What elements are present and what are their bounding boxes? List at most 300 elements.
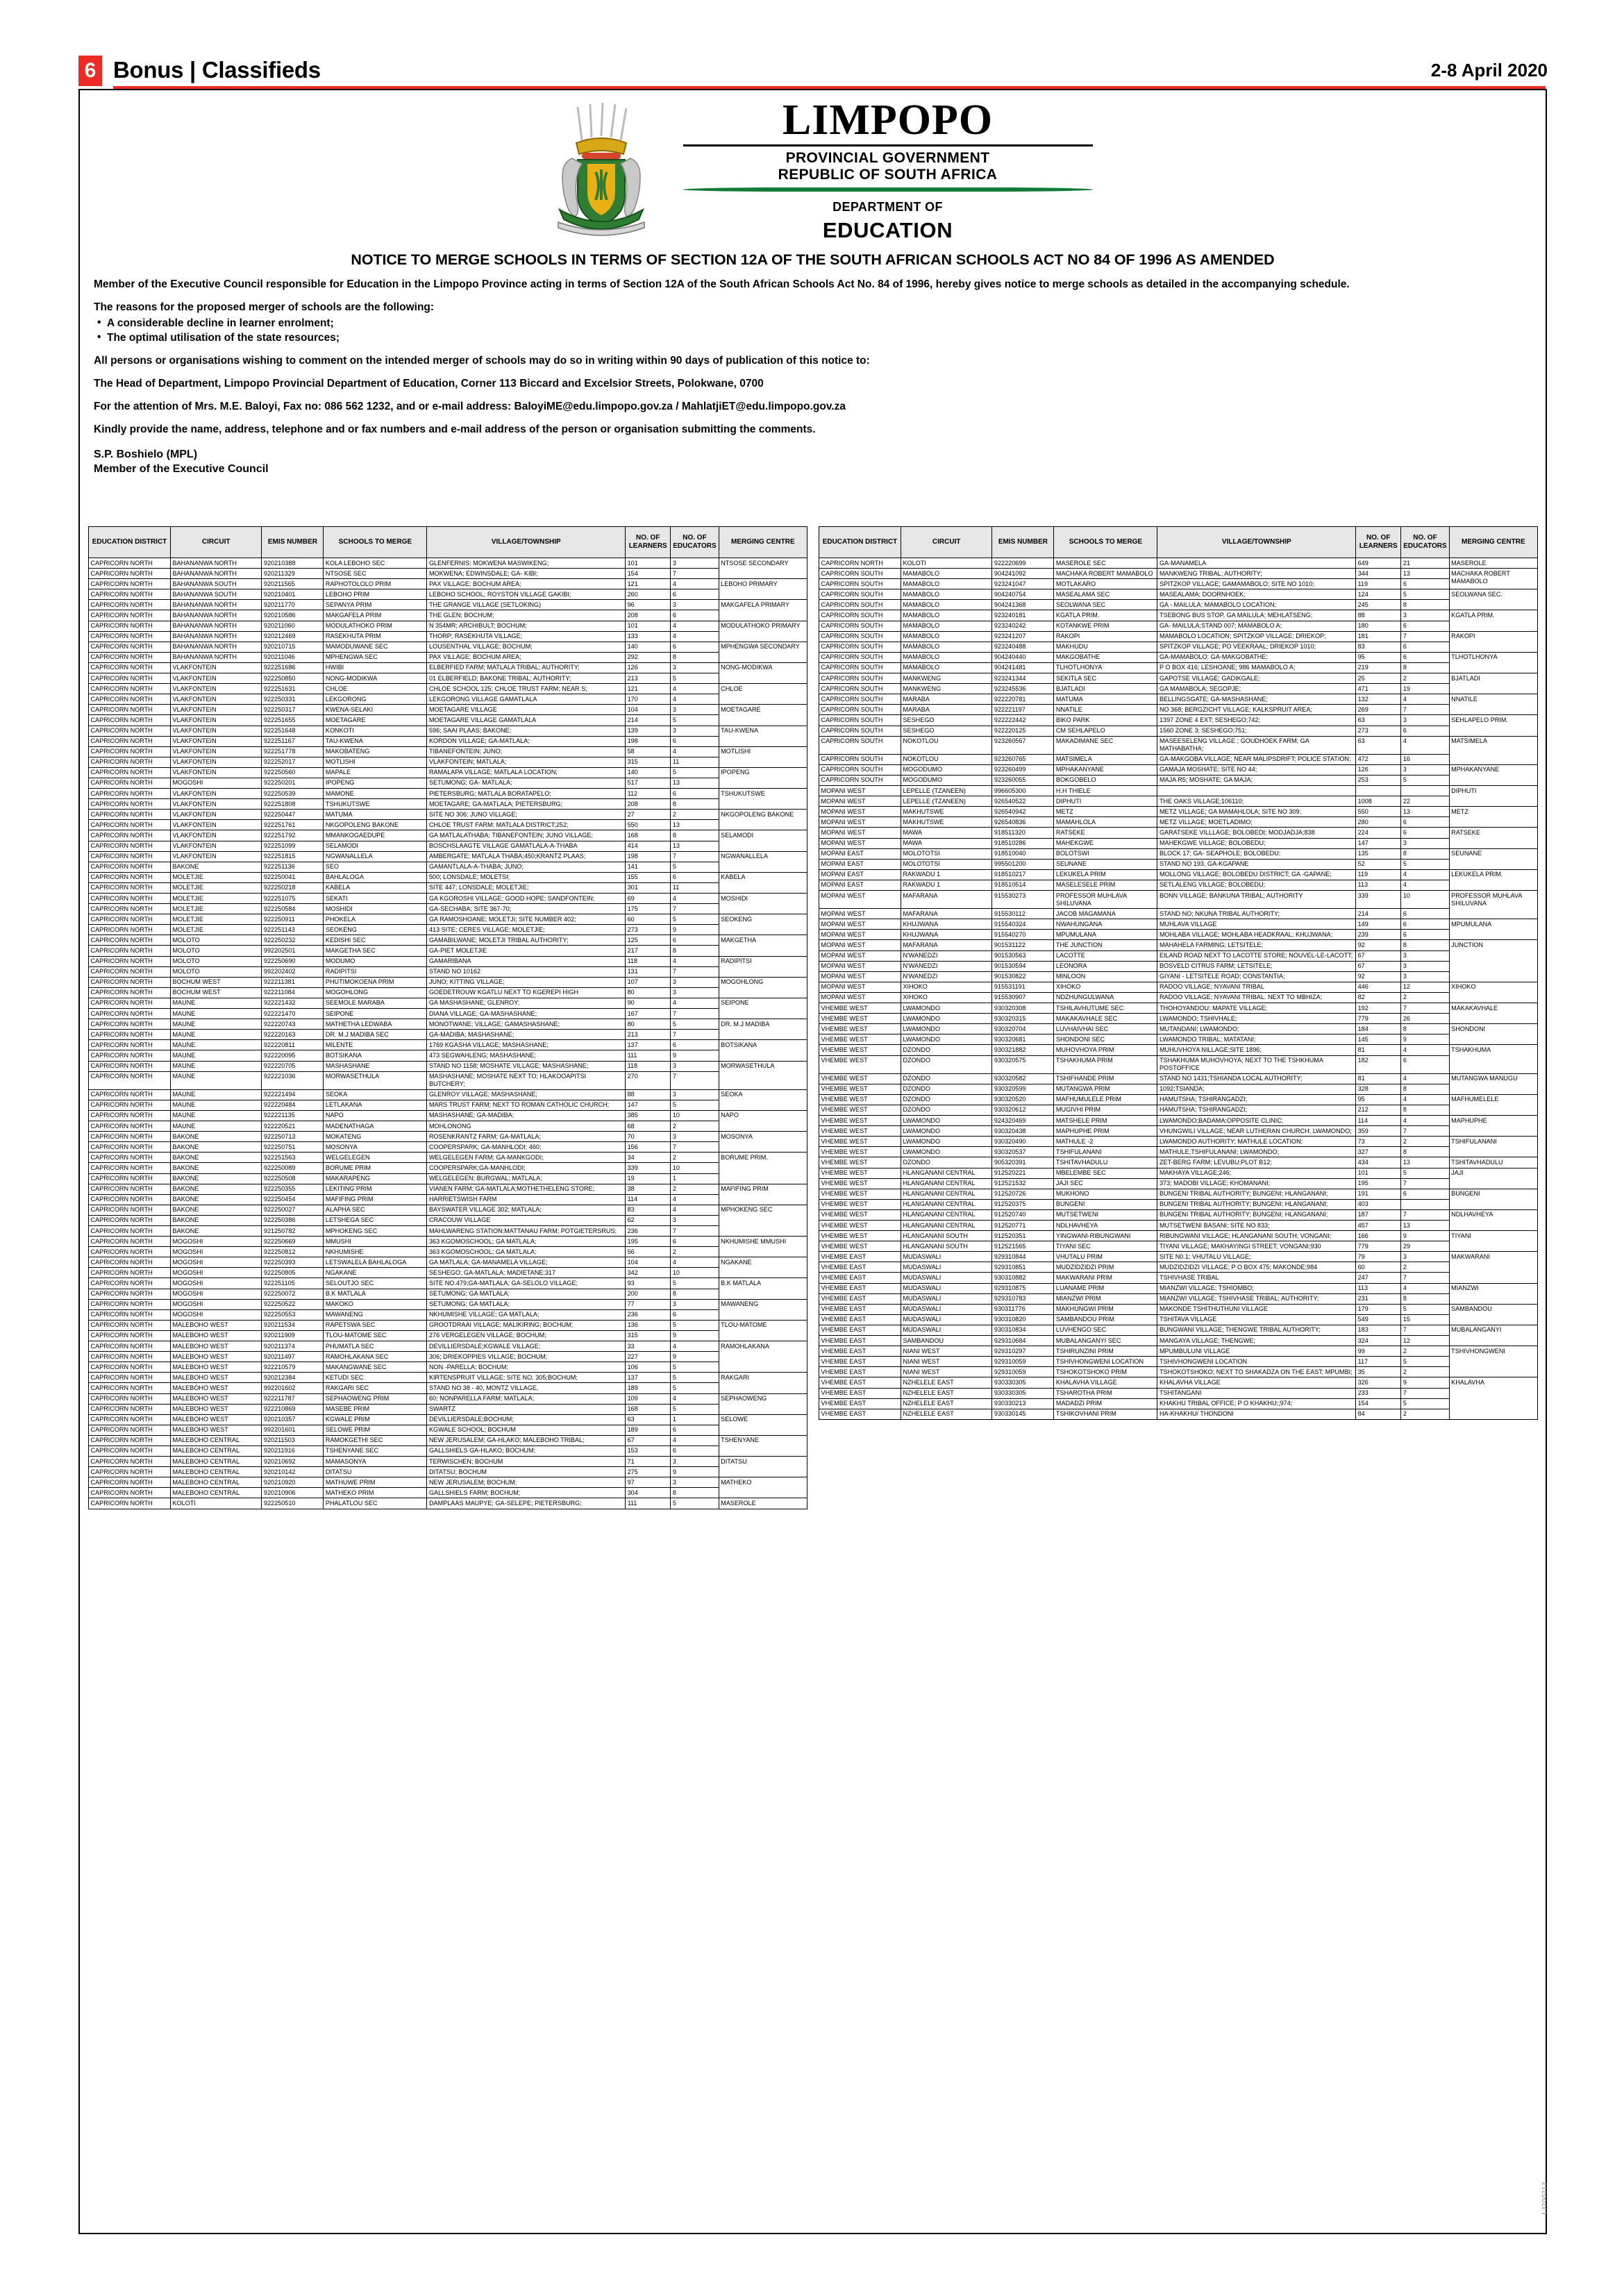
cell-4: SITE 447; LONSDALE; MOLETJIE; [427, 882, 626, 893]
cell-6: 4 [671, 579, 719, 589]
table-row [89, 882, 807, 893]
cell-1: XIHOKO [901, 992, 991, 1003]
cell-6: 9 [671, 1467, 719, 1477]
cell-5: 80 [626, 1019, 671, 1030]
cell-1: LWAMONDO [901, 1147, 991, 1157]
cell-2: 922220781 [992, 694, 1054, 705]
merging-centre-cell: TIYANI [1449, 1231, 1537, 1252]
table-row [89, 1299, 807, 1309]
cell-5: 342 [626, 1268, 671, 1278]
cell-4: GAMANTLALA-A-THABA; JUNO; [427, 862, 626, 872]
cell-4: RIBUNGWANI VILLAGE; HLANGANANI SOUTH; VONGANI; [1157, 1231, 1356, 1241]
cell-0: CAPRICORN SOUTH [819, 642, 901, 652]
cell-6: 9 [671, 925, 719, 935]
cell-4: MOETAGARE VILLAGE [427, 705, 626, 715]
table-row [89, 1435, 807, 1446]
cell-1: BAHANANWA NORTH [170, 610, 261, 621]
cell-3: BIKO PARK [1054, 715, 1157, 726]
cell-5: 472 [1356, 754, 1401, 764]
cell-0: CAPRICORN NORTH [89, 862, 171, 872]
cell-0: CAPRICORN NORTH [89, 1040, 171, 1050]
cell-4: LOUSENTHAL VILLAGE; BOCHUM; [427, 642, 626, 652]
cell-1: N'WANEDZI [901, 961, 991, 971]
cell-1: LWAMONDO [901, 1126, 991, 1137]
cell-4: WELGELEGEN; BURGWAL; MATLALA; [427, 1173, 626, 1184]
cell-2: 922221036 [262, 1071, 324, 1089]
cell-5: 139 [626, 726, 671, 736]
table-row [819, 971, 1538, 982]
cell-5: 63 [1356, 736, 1401, 754]
table-row [89, 862, 807, 872]
cell-4: 01 ELBERFIELD; BAKONE TRIBAL; AUTHORITY; [427, 673, 626, 684]
cell-2: 912520351 [992, 1231, 1054, 1241]
cell-0: CAPRICORN NORTH [89, 904, 171, 914]
cell-5: 126 [626, 662, 671, 673]
column-header-3: SCHOOLS TO MERGE [1054, 527, 1157, 558]
cell-2: 992202402 [262, 966, 324, 977]
cell-6: 2 [671, 810, 719, 820]
cell-6: 4 [671, 694, 719, 705]
cell-1: NOKOTLOU [901, 736, 991, 754]
table-row [89, 1320, 807, 1330]
cell-5: 33 [626, 1341, 671, 1352]
cell-5: 56 [626, 1247, 671, 1257]
cell-4: DITATSU; BOCHUM [427, 1467, 626, 1477]
table-row [89, 1289, 807, 1299]
cell-0: CAPRICORN NORTH [89, 767, 171, 778]
cell-1: MUDASWALI [901, 1304, 991, 1314]
cell-6: 6 [671, 589, 719, 600]
cell-1: MOGODUMO [901, 775, 991, 785]
cell-2: 922250072 [262, 1289, 324, 1299]
cell-4: SETUMONG; GA MATLALA; [427, 1289, 626, 1299]
cell-2: 920211060 [262, 621, 324, 631]
cell-0: CAPRICORN SOUTH [819, 631, 901, 642]
cell-5: 81 [1356, 1045, 1401, 1055]
cell-5: 38 [626, 1184, 671, 1194]
cell-6: 4 [1401, 1283, 1449, 1293]
cell-6: 6 [1401, 1055, 1449, 1073]
cell-4: CHLOE TRUST FARM; MATLALA DISTRICT;252; [427, 820, 626, 830]
cell-3: TLOU-MATOME SEC [324, 1330, 427, 1341]
cell-3: THE JUNCTION [1054, 940, 1157, 950]
table-row [89, 1237, 807, 1247]
cell-5: 214 [1356, 909, 1401, 919]
merging-centre-cell: MORWASETHULA [719, 1061, 807, 1089]
cell-1: MOGOSHI [170, 778, 261, 788]
cell-1: RAKWADU 1 [901, 880, 991, 890]
cell-4: LWAMONDO AUTHORITY; MATHULE LOCATION; [1157, 1137, 1356, 1147]
table-row [819, 1034, 1538, 1045]
cell-6: 7 [1401, 1273, 1449, 1283]
cell-0: CAPRICORN SOUTH [819, 754, 901, 764]
cell-4: 373; MADOBI VILLAGE; KHOMANANI; [1157, 1178, 1356, 1189]
notice-body [94, 251, 1532, 476]
cell-3: BOLOTSWI [1054, 848, 1157, 859]
cell-6: 3 [671, 987, 719, 998]
signature-title: Member of the Executive Council [94, 462, 269, 475]
cell-3: MODULATHOKO PRIM [324, 621, 427, 631]
cell-3: MAMONE [324, 789, 427, 799]
merging-centre-cell: XIHOKO [1449, 982, 1537, 1003]
table-row [89, 631, 807, 642]
cell-2: 922250508 [262, 1173, 324, 1184]
cell-2: 922211381 [262, 977, 324, 987]
cell-5: 167 [626, 1009, 671, 1019]
table-row [89, 1019, 807, 1030]
cell-4: TSHIVHASE TRIBAL [1157, 1273, 1356, 1283]
table-row [819, 1221, 1538, 1231]
table-row [819, 662, 1538, 673]
cell-1: DZONDO [901, 1055, 991, 1073]
cell-1: BAHANANWA NORTH [170, 642, 261, 652]
cell-4: 473 SEGWAHLENG; MASHASHANE; [427, 1050, 626, 1061]
cell-2: 922220484 [262, 1100, 324, 1110]
cell-1: VLAKFONTEIN [170, 841, 261, 851]
cell-3: BOTSIKANA [324, 1050, 427, 1061]
merging-centre-cell: NKHUMISHE MMUSHI [719, 1237, 807, 1257]
cell-5: 104 [626, 705, 671, 715]
cell-5: 359 [1356, 1126, 1401, 1137]
cell-0: CAPRICORN NORTH [89, 1257, 171, 1268]
cell-0: VHEMBE WEST [819, 1055, 901, 1073]
table-row [819, 1157, 1538, 1168]
cell-0: CAPRICORN SOUTH [819, 673, 901, 684]
cell-4: MOHLABA VILLAGE; MOHLABA HEADKRAAL; KHUJWANA; [1157, 930, 1356, 940]
cell-0: CAPRICORN NORTH [89, 1404, 171, 1414]
cell-5: 212 [1356, 1105, 1401, 1115]
cell-5: 97 [626, 1477, 671, 1488]
cell-5: 195 [1356, 1178, 1401, 1189]
cell-2: 922251075 [262, 894, 324, 904]
merging-centre-cell: SEOKA [719, 1089, 807, 1110]
cell-5: 90 [626, 998, 671, 1008]
cell-0: CAPRICORN NORTH [89, 1132, 171, 1142]
cell-6: 6 [1401, 817, 1449, 828]
cell-2: 923241344 [992, 673, 1054, 684]
cell-2: 922220521 [262, 1121, 324, 1132]
table-row [819, 1304, 1538, 1314]
cell-4: 1092;TSIANDA; [1157, 1084, 1356, 1094]
cell-0: CAPRICORN SOUTH [819, 775, 901, 785]
cell-2: 920210388 [262, 558, 324, 569]
cell-1: MUDASWALI [901, 1314, 991, 1325]
merging-centre-cell: NGAKANE [719, 1257, 807, 1278]
table-row [89, 1373, 807, 1383]
cell-4: HAMUTSHA; TSHIRANGADZI; [1157, 1105, 1356, 1115]
table-row [819, 1116, 1538, 1126]
cell-2: 920211497 [262, 1352, 324, 1362]
table-row [819, 610, 1538, 621]
merging-centre-cell: MAKGAFELA PRIMARY [719, 600, 807, 621]
cell-1: MAUNE [170, 1040, 261, 1050]
table-row [819, 1398, 1538, 1409]
cell-3: PHUTIMOKOENA PRIM [324, 977, 427, 987]
cell-6: 8 [1401, 848, 1449, 859]
cell-3: KGWALE PRIM [324, 1414, 427, 1425]
cell-6: 2 [1401, 1367, 1449, 1377]
cell-4: GA KGOROSHI VILLAGE; GOOD HOPE; SANDFONTEIN; [427, 894, 626, 904]
cell-3: MATHULE -2 [1054, 1137, 1157, 1147]
cell-5: 219 [1356, 662, 1401, 673]
cell-5: 147 [1356, 838, 1401, 848]
cell-5: 153 [626, 1446, 671, 1456]
cell-1: BAHANANWA SOUTH [170, 579, 261, 589]
cell-3: MOSHIDI [324, 904, 427, 914]
merging-centre-cell: CHLOE [719, 684, 807, 705]
cell-1: NZHELELE EAST [901, 1398, 991, 1409]
table-row [819, 1283, 1538, 1293]
cell-5: 280 [1356, 817, 1401, 828]
cell-6: 2 [1401, 673, 1449, 684]
cell-1: VLAKFONTEIN [170, 799, 261, 810]
cell-0: CAPRICORN NORTH [89, 987, 171, 998]
cell-0: CAPRICORN NORTH [89, 673, 171, 684]
cell-1: MAKHUTSWE [901, 817, 991, 828]
cell-1: MUDASWALI [901, 1262, 991, 1273]
cell-0: CAPRICORN NORTH [89, 726, 171, 736]
table-row [89, 715, 807, 726]
cell-5: 273 [626, 925, 671, 935]
cell-0: CAPRICORN NORTH [89, 642, 171, 652]
merging-centre-cell: TSHIFULANANI [1449, 1137, 1537, 1157]
cell-1: MARABA [901, 705, 991, 715]
cell-0: CAPRICORN NORTH [89, 956, 171, 966]
cell-1: MALEBOHO WEST [170, 1330, 261, 1341]
cell-5: 112 [626, 789, 671, 799]
cell-5: 140 [626, 767, 671, 778]
cell-3: LEONORA [1054, 961, 1157, 971]
column-header-7: MERGING CENTRE [719, 527, 807, 558]
cell-0: MOPANI EAST [819, 880, 901, 890]
merging-centre-cell: RADIPITSI [719, 956, 807, 977]
cell-1: MAUNE [170, 1050, 261, 1061]
cell-3: MUTANGWA PRIM [1054, 1084, 1157, 1094]
cell-3: NGWANALLELA [324, 851, 427, 862]
cell-6: 5 [671, 1362, 719, 1373]
cell-3: MUTSETWENI [1054, 1209, 1157, 1220]
cell-5: 181 [1356, 631, 1401, 642]
cell-1: VLAKFONTEIN [170, 715, 261, 726]
cell-1: HLANGANANI CENTRAL [901, 1189, 991, 1199]
cell-0: VHEMBE EAST [819, 1293, 901, 1304]
cell-6: 3 [1401, 764, 1449, 775]
table-row [89, 998, 807, 1008]
table-row [89, 673, 807, 684]
cell-2: 904241368 [992, 600, 1054, 610]
cell-5: 214 [626, 715, 671, 726]
cell-2: 930330305 [992, 1388, 1054, 1398]
cell-5: 63 [626, 1414, 671, 1425]
cell-6: 1 [671, 1173, 719, 1184]
cell-3: MUKHONO [1054, 1189, 1157, 1199]
schedule-table-right [819, 526, 1538, 1420]
cell-1: MOLOTO [170, 946, 261, 956]
cell-4: BUNGENI TRIBAL AUTHORITY; BUNGENI; HLANGANANI; [1157, 1209, 1356, 1220]
cell-4: TIBANEFONTEIN; JUNO; [427, 746, 626, 757]
merging-centre-cell: KGATLA PRIM. [1449, 610, 1537, 631]
cell-2: 995501200 [992, 859, 1054, 869]
cell-6: 13 [671, 841, 719, 851]
cell-3: MPHENGWA SEC [324, 652, 427, 662]
cell-1: MAMABOLO [901, 600, 991, 610]
table-row [89, 1110, 807, 1121]
cell-6: 3 [1401, 961, 1449, 971]
cell-3: SELAMODI [324, 841, 427, 851]
cell-4: MAHEKGWE VILLAGE; BOLOBEDU; [1157, 838, 1356, 848]
cell-1: MALEBOHO CENTRAL [170, 1446, 261, 1456]
table-row [819, 1073, 1538, 1084]
cell-4: GAMABILWANE; MOLETJI TRIBAL AUTHORITY; [427, 935, 626, 946]
cell-0: CAPRICORN NORTH [89, 1278, 171, 1289]
cell-6: 3 [1401, 838, 1449, 848]
cell-0: MOPANI WEST [819, 940, 901, 950]
merging-centre-cell: MASEROLE [719, 1498, 807, 1509]
cell-0: VHEMBE WEST [819, 1147, 901, 1157]
table-row [819, 1199, 1538, 1209]
merging-centre-cell: MPHOKENG SEC [719, 1205, 807, 1236]
cell-0: VHEMBE WEST [819, 1045, 901, 1055]
cell-1: BOCHUM WEST [170, 977, 261, 987]
cell-3: H.H THIELE [1054, 786, 1157, 796]
cell-0: CAPRICORN NORTH [89, 1205, 171, 1215]
cell-0: VHEMBE EAST [819, 1273, 901, 1283]
cell-3: TSHIVHONGWENI LOCATION [1054, 1357, 1157, 1367]
cell-1: MAUNE [170, 1121, 261, 1132]
cell-2: 921250782 [262, 1226, 324, 1237]
cell-2: 920211046 [262, 652, 324, 662]
cell-0: MOPANI EAST [819, 848, 901, 859]
cell-4: MAHLWARENG STATION;MATTANAU FARM; POTGIETERSRUS; [427, 1226, 626, 1237]
cell-4: SWARTZ [427, 1404, 626, 1414]
cell-2: 923241207 [992, 631, 1054, 642]
cell-4: RADOO VILLAGE; NYAVANI TRIBAL. NEXT TO MBHIZA; [1157, 992, 1356, 1003]
cell-2: 918510040 [992, 848, 1054, 859]
cell-1: MALEBOHO WEST [170, 1425, 261, 1435]
cell-0: CAPRICORN SOUTH [819, 684, 901, 694]
cell-4: MAKHAYA VILLAGE;246; [1157, 1168, 1356, 1178]
cell-6: 4 [671, 1194, 719, 1205]
cell-0: VHEMBE EAST [819, 1283, 901, 1293]
cell-2: 918510514 [992, 880, 1054, 890]
table-row [819, 1252, 1538, 1262]
cell-1: HLANGANANI CENTRAL [901, 1199, 991, 1209]
cell-0: CAPRICORN NORTH [89, 1289, 171, 1299]
cell-1: MALEBOHO WEST [170, 1373, 261, 1383]
cell-4: TERWISCHEN; BOCHUM [427, 1457, 626, 1467]
table-row [89, 799, 807, 810]
merging-centre-cell: BOTSIKANA [719, 1040, 807, 1061]
cell-4: GAMARIBANA [427, 956, 626, 966]
cell-6: 4 [1401, 1045, 1449, 1055]
cell-6: 8 [671, 1289, 719, 1299]
cell-1: MALEBOHO WEST [170, 1352, 261, 1362]
cell-4: WELGELEGEN FARM; GA-MANKGODI; [427, 1153, 626, 1163]
cell-3: MODUMO [324, 956, 427, 966]
table-row [819, 1094, 1538, 1105]
cell-4: ROSENKRANTZ FARM; GA-MATLALA; [427, 1132, 626, 1142]
cell-3: MAKHUNGWI PRIM [1054, 1304, 1157, 1314]
cell-5: 92 [1356, 971, 1401, 982]
cell-3: MAKOKO [324, 1299, 427, 1309]
table-row [89, 767, 807, 778]
cell-1: DZONDO [901, 1073, 991, 1084]
cell-2: 920212384 [262, 1373, 324, 1383]
table-row [89, 1247, 807, 1257]
cell-1: MAMABOLO [901, 589, 991, 600]
cell-5: 649 [1356, 558, 1401, 569]
cell-5: 101 [1356, 1168, 1401, 1178]
cell-4: METZ VILLAGE; MOETLADIMO; [1157, 817, 1356, 828]
cell-4: MUHUVHOYA NILLAGE;SITE 1896; [1157, 1045, 1356, 1055]
table-row [89, 1153, 807, 1163]
cell-1: VLAKFONTEIN [170, 851, 261, 862]
cell-2: 923241047 [992, 579, 1054, 589]
cell-0: VHEMBE EAST [819, 1409, 901, 1419]
cell-3: RAPETSWA SEC [324, 1320, 427, 1330]
cell-6: 7 [671, 1009, 719, 1019]
cell-5: 779 [1356, 1014, 1401, 1024]
cell-2: 929310059 [992, 1357, 1054, 1367]
cell-1: MUDASWALI [901, 1252, 991, 1262]
merging-centre-cell: SAMBANDOU [1449, 1304, 1537, 1325]
cell-2: 922250218 [262, 882, 324, 893]
cell-2: 930320490 [992, 1137, 1054, 1147]
cell-2: 912521532 [992, 1178, 1054, 1189]
cell-0: VHEMBE WEST [819, 1073, 901, 1084]
cell-2: 912520221 [992, 1168, 1054, 1178]
cell-3: MBELEMBE SEC [1054, 1168, 1157, 1178]
cell-2: 996605300 [992, 786, 1054, 796]
table-row [89, 600, 807, 610]
cell-5: 403 [1356, 1199, 1401, 1209]
limpopo-coat-of-arms-icon [532, 100, 671, 236]
cell-1: BAHANANWA SOUTH [170, 589, 261, 600]
cell-2: 920211534 [262, 1320, 324, 1330]
cell-5: 111 [626, 1498, 671, 1509]
cell-3: SAMBANDOU PRIM [1054, 1314, 1157, 1325]
cell-5: 125 [626, 935, 671, 946]
cell-0: CAPRICORN NORTH [89, 662, 171, 673]
cell-3: MAKGAFELA PRIM [324, 610, 427, 621]
cell-1: MUDASWALI [901, 1293, 991, 1304]
cell-2: 920211374 [262, 1341, 324, 1352]
cell-2: 922211084 [262, 987, 324, 998]
cell-0: VHEMBE WEST [819, 1014, 901, 1024]
cell-2: 922250331 [262, 694, 324, 705]
cell-5: 189 [626, 1425, 671, 1435]
cell-6: 7 [671, 1030, 719, 1040]
cell-1: MAMABOLO [901, 621, 991, 631]
cell-2: 930320520 [992, 1094, 1054, 1105]
cell-1: MAFARANA [901, 909, 991, 919]
cell-5: 233 [1356, 1388, 1401, 1398]
cell-1: N'WANEDZI [901, 971, 991, 982]
cell-6: 7 [1401, 1209, 1449, 1220]
cell-2: 929310875 [992, 1283, 1054, 1293]
cell-1: VLAKFONTEIN [170, 694, 261, 705]
cell-5: 19 [626, 1173, 671, 1184]
merging-centre-cell: MPHAKANYANE [1449, 764, 1537, 785]
cell-4: GARATSEKE VILLLAGE; BOLOBEDI; MODJADJA;838 [1157, 828, 1356, 838]
cell-3: IPOPENG [324, 778, 427, 788]
table-row [89, 746, 807, 757]
merging-centre-cell: MPUMULANA [1449, 919, 1537, 940]
cell-5: 149 [1356, 919, 1401, 930]
cell-3: MAKARAPENG [324, 1173, 427, 1184]
cell-3: VHUTALU PRIM [1054, 1252, 1157, 1262]
cell-2: 920211329 [262, 569, 324, 579]
